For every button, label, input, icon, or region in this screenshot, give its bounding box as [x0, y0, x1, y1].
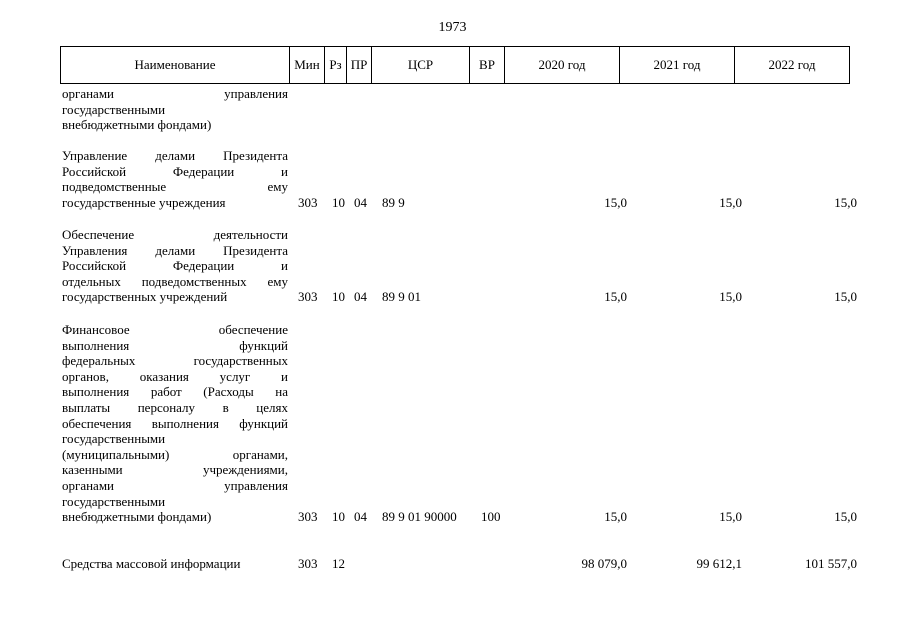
cell-vr: 100 — [481, 509, 501, 525]
row-name-line: внебюджетными фондами) — [62, 117, 212, 133]
cell-min: 303 — [298, 289, 318, 305]
cell-y2022: 15,0 — [834, 509, 857, 525]
row-name-line: отдельных подведомственных ему — [62, 273, 288, 289]
cell-pr: 04 — [354, 509, 367, 525]
row-name-line: выплаты персоналу в целях — [62, 399, 288, 415]
cell-y2022: 101 557,0 — [805, 556, 857, 571]
col-header-2020: 2020 год — [505, 47, 620, 84]
cell-y2021: 15,0 — [719, 289, 742, 305]
row-name-line: выполнения функций — [62, 337, 288, 353]
cell-rz: 10 — [332, 194, 345, 210]
col-header-min: Мин — [290, 47, 325, 84]
row-name-line: государственными — [62, 493, 166, 509]
row-name — [62, 556, 288, 572]
cell-min: 303 — [298, 556, 318, 571]
cell-min: 303 — [298, 509, 318, 525]
col-header-rz: Рз — [325, 47, 347, 84]
cell-rz: 10 — [332, 289, 345, 305]
row-name-line: органов, оказания услуг и — [62, 368, 288, 384]
row-name-line: федеральных государственных — [62, 353, 288, 369]
row-name-line: Российской Федерации и — [62, 258, 288, 274]
cell-y2020: 15,0 — [604, 289, 627, 305]
row-name-line: органами управления — [62, 86, 288, 101]
col-header-vr: ВР — [470, 47, 505, 84]
row-name-line: подведомственные ему — [62, 179, 288, 195]
cell-csr: 89 9 — [382, 194, 405, 210]
cell-pr: 04 — [354, 289, 367, 305]
cell-y2020: 98 079,0 — [581, 556, 627, 571]
table-header — [60, 46, 850, 84]
cell-csr: 89 9 01 90000 — [382, 509, 457, 525]
row-name-line: государственные учреждения — [62, 194, 226, 210]
cell-y2020: 15,0 — [604, 509, 627, 525]
row-name-line: выполнения работ (Расходы на — [62, 384, 288, 400]
cell-pr: 04 — [354, 194, 367, 210]
row-name — [62, 148, 288, 210]
row-name-line: Управление делами Президента — [62, 148, 288, 163]
row-name-line: внебюджетными фондами) — [62, 509, 212, 525]
col-header-2021: 2021 год — [620, 47, 735, 84]
cell-min: 303 — [298, 194, 318, 210]
col-header-2022: 2022 год — [735, 47, 850, 84]
col-header-csr: ЦСР — [372, 47, 470, 84]
row-name-line: Обеспечение деятельности — [62, 227, 288, 242]
cell-y2022: 15,0 — [834, 194, 857, 210]
row-name-line: государственными — [62, 101, 166, 117]
cell-y2021: 15,0 — [719, 509, 742, 525]
row-name-line: органами управления — [62, 477, 288, 493]
cell-y2022: 15,0 — [834, 289, 857, 305]
cell-y2021: 99 612,1 — [696, 556, 742, 571]
row-name-line: казенными учреждениями, — [62, 462, 288, 478]
cell-csr: 89 9 01 — [382, 289, 421, 305]
row-name — [62, 227, 288, 305]
col-header-name: Наименование — [61, 47, 290, 84]
cell-rz: 10 — [332, 509, 345, 525]
cell-rz: 12 — [332, 556, 345, 571]
row-name-line: (муниципальными) органами, — [62, 446, 288, 462]
row-name-line: Управления делами Президента — [62, 242, 288, 258]
cell-y2021: 15,0 — [719, 194, 742, 210]
page-number: 1973 — [438, 20, 467, 35]
col-header-pr: ПР — [347, 47, 372, 84]
row-name-line: государственными — [62, 431, 166, 447]
row-name-line: Финансовое обеспечение — [62, 322, 288, 337]
row-name-line: Российской Федерации и — [62, 163, 288, 179]
row-name — [62, 86, 288, 133]
row-name-line: государственных учреждений — [62, 289, 228, 305]
cell-y2020: 15,0 — [604, 194, 627, 210]
row-name-line: обеспечения выполнения функций — [62, 415, 288, 431]
row-name — [62, 322, 288, 525]
row-name-line: Средства массовой информации — [62, 556, 241, 571]
